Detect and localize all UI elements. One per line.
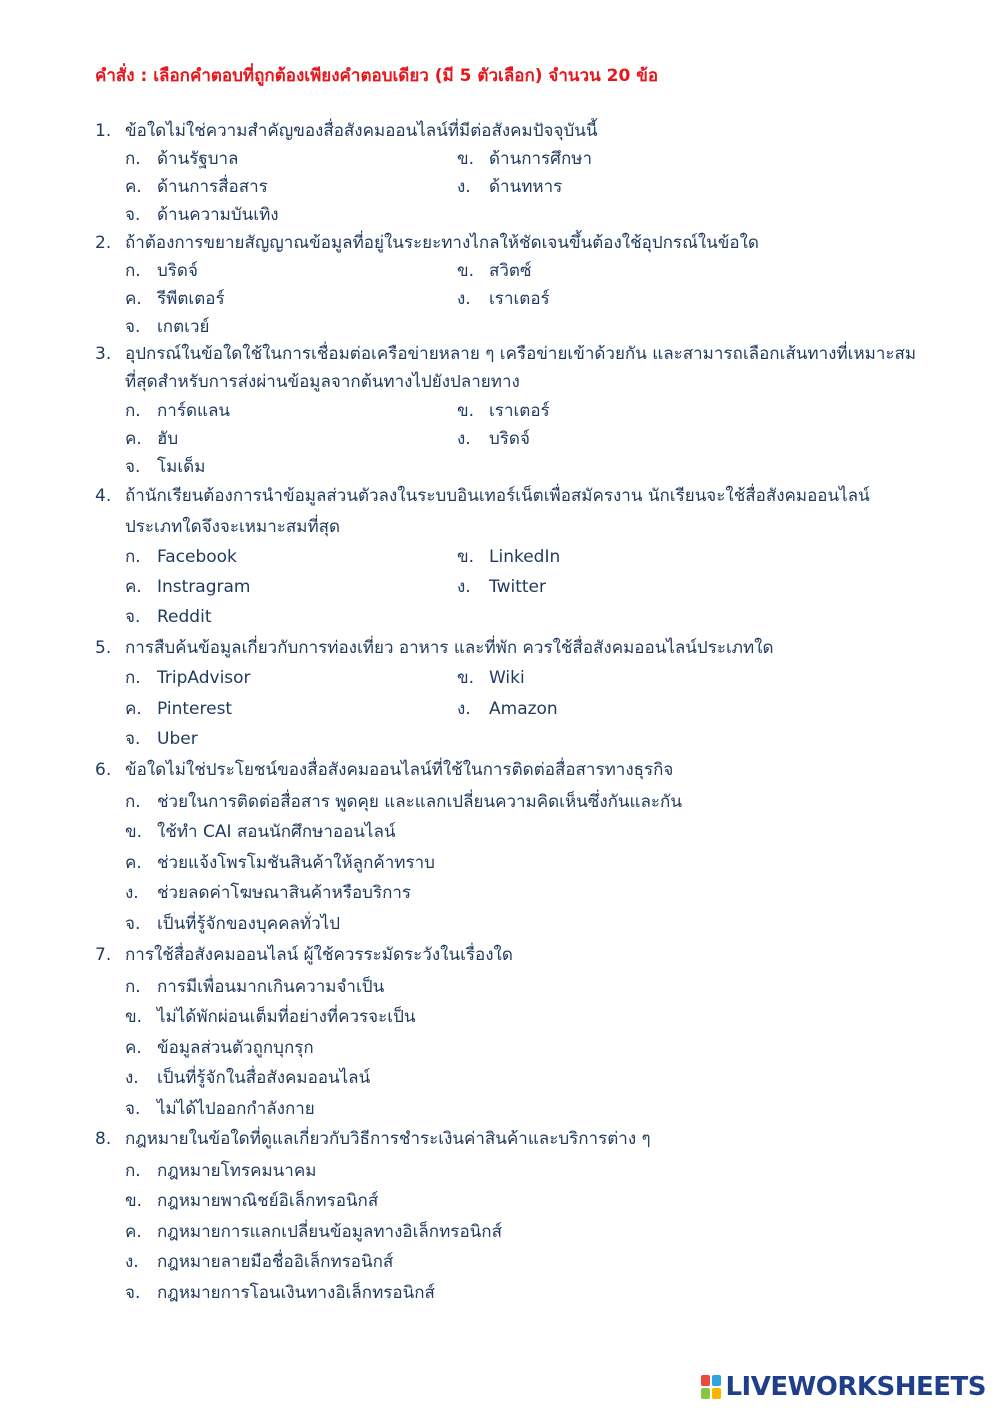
option-text: ด้านความบันเทิง [157, 205, 279, 225]
option-letter: ข. [457, 149, 475, 169]
q1-option-c[interactable] [125, 172, 268, 202]
option-text: การ์ดแลน [157, 401, 231, 421]
question-text: กฎหมายในข้อใดที่ดูแลเกี่ยวกับวิธีการชำระเงินค่าสินค้าและบริการต่าง ๆ [125, 1129, 651, 1149]
q3-option-a[interactable] [125, 396, 230, 426]
option-text: Pinterest [157, 699, 233, 719]
q6-option-b[interactable] [125, 817, 396, 847]
option-text: บริดจ์ [489, 429, 530, 449]
option-text: ใช้ทำ CAI สอนนักศึกษาออนไลน์ [157, 822, 396, 842]
option-letter: ข. [457, 547, 475, 567]
option-letter: ง. [125, 1252, 139, 1272]
question-5 [95, 633, 925, 663]
option-text: Twitter [489, 577, 546, 597]
instruction-heading: คำสั่ง : เลือกคำตอบที่ถูกต้องเพียงคำตอบเดียว (มี 5 ตัวเลือก) จำนวน 20 ข้อ [95, 66, 659, 86]
q5-option-c[interactable] [125, 694, 232, 724]
option-letter: จ. [125, 729, 141, 749]
option-letter: ค. [125, 429, 142, 449]
option-text: ไม่ได้พักผ่อนเต็มที่อย่างที่ควรจะเป็น [157, 1007, 416, 1027]
option-text: โมเด็ม [157, 457, 206, 477]
q8-option-e[interactable] [125, 1278, 435, 1308]
question-number: 5. [95, 638, 112, 658]
option-text: TripAdvisor [157, 668, 251, 688]
option-letter: ค. [125, 699, 142, 719]
q4-option-b[interactable] [457, 542, 560, 572]
option-letter: ก. [125, 668, 141, 688]
q8-option-d[interactable] [125, 1247, 393, 1277]
q4-option-c[interactable] [125, 572, 250, 602]
question-4 [95, 481, 925, 543]
q4-option-a[interactable] [125, 542, 237, 572]
q3-option-c[interactable] [125, 424, 178, 454]
option-letter: ง. [457, 577, 471, 597]
q8-option-a[interactable] [125, 1156, 316, 1186]
option-letter: ข. [457, 668, 475, 688]
option-letter: ค. [125, 289, 142, 309]
option-letter: ก. [125, 1161, 141, 1181]
option-text: รีพีตเตอร์ [157, 289, 225, 309]
q6-option-d[interactable] [125, 878, 411, 908]
option-text: กฎหมายการแลกเปลี่ยนข้อมูลทางอิเล็กทรอนิกส์ [157, 1222, 502, 1242]
option-text: Amazon [489, 699, 558, 719]
q2-option-b[interactable] [457, 256, 532, 286]
option-text: เกตเวย์ [157, 317, 210, 337]
option-text: ด้านการสื่อสาร [157, 177, 268, 197]
option-text: Uber [157, 729, 198, 749]
q2-option-a[interactable] [125, 256, 198, 286]
option-text: การมีเพื่อนมากเกินความจำเป็น [157, 977, 385, 997]
question-text: การใช้สื่อสังคมออนไลน์ ผู้ใช้ควรระมัดระวังในเรื่องใด [125, 945, 513, 965]
q1-option-e[interactable] [125, 200, 279, 230]
question-text: ถ้านักเรียนต้องการนำข้อมูลส่วนตัวลงในระบบอินเทอร์เน็ตเพื่อสมัครงาน นักเรียนจะใช้สื่อสังคมออนไลน์ประเภทใดจึงจะเหมาะสมที่สุด [125, 486, 870, 537]
option-text: ข้อมูลส่วนตัวถูกบุกรุก [157, 1038, 314, 1058]
question-7 [95, 940, 925, 970]
option-text: ช่วยลดค่าโฆษณาสินค้าหรือบริการ [157, 883, 412, 903]
q6-option-c[interactable] [125, 848, 435, 878]
option-text: Wiki [489, 668, 525, 688]
q3-option-d[interactable] [457, 424, 530, 454]
q5-option-d[interactable] [457, 694, 558, 724]
option-text: Instragram [157, 577, 251, 597]
option-letter: ข. [457, 401, 475, 421]
option-text: สวิตซ์ [489, 261, 532, 281]
option-text: Facebook [157, 547, 237, 567]
question-number: 8. [95, 1129, 112, 1149]
question-text: ถ้าต้องการขยายสัญญาณข้อมูลที่อยู่ในระยะทางไกลให้ชัดเจนขึ้นต้องใช้อุปกรณ์ในข้อใด [125, 233, 759, 253]
question-1 [95, 116, 925, 146]
question-number: 2. [95, 233, 112, 253]
option-letter: ข. [125, 1007, 143, 1027]
option-letter: ก. [125, 149, 141, 169]
option-text: ฮับ [157, 429, 179, 449]
option-text: กฎหมายการโอนเงินทางอิเล็กทรอนิกส์ [157, 1283, 435, 1303]
q2-option-d[interactable] [457, 284, 550, 314]
option-letter: ง. [457, 429, 471, 449]
q7-option-b[interactable] [125, 1002, 416, 1032]
option-letter: ค. [125, 1038, 142, 1058]
option-letter: ก. [125, 977, 141, 997]
option-letter: ค. [125, 853, 142, 873]
option-letter: ง. [457, 699, 471, 719]
option-letter: จ. [125, 317, 141, 337]
option-text: เป็นที่รู้จักของบุคคลทั่วไป [157, 914, 340, 934]
q7-option-c[interactable] [125, 1033, 314, 1063]
q4-option-d[interactable] [457, 572, 546, 602]
option-letter: ง. [125, 1068, 139, 1088]
option-letter: จ. [125, 914, 141, 934]
question-6 [95, 755, 925, 785]
question-number: 4. [95, 486, 112, 506]
q2-option-e[interactable] [125, 312, 209, 342]
q6-option-e[interactable] [125, 909, 340, 939]
question-text: อุปกรณ์ในข้อใดใช้ในการเชื่อมต่อเครือข่ายหลาย ๆ เครือข่ายเข้าด้วยกัน และสามารถเลือกเส้นทางที่เหมาะสมที่สุดสำหรับการส่งผ่านข้อมูลจากต้นทางไปยังปลายทาง [125, 344, 917, 392]
option-letter: ก. [125, 792, 141, 812]
q5-option-b[interactable] [457, 663, 525, 693]
question-8 [95, 1124, 925, 1154]
question-text: ข้อใดไม่ใช่ประโยชน์ของสื่อสังคมออนไลน์ที่ใช้ในการติดต่อสื่อสารทางธุรกิจ [125, 760, 674, 780]
option-letter: ง. [457, 289, 471, 309]
q1-option-b[interactable] [457, 144, 592, 174]
option-text: ช่วยในการติดต่อสื่อสาร พูดคุย และแลกเปลี่ยนความคิดเห็นซึ่งกันและกัน [157, 792, 682, 812]
question-text: การสืบค้นข้อมูลเกี่ยวกับการท่องเที่ยว อาหาร และที่พัก ควรใช้สื่อสังคมออนไลน์ประเภทใด [125, 638, 774, 658]
option-text: กฎหมายพาณิชย์อิเล็กทรอนิกส์ [157, 1191, 379, 1211]
option-text: LinkedIn [489, 547, 561, 567]
option-text: ด้านทหาร [489, 177, 563, 197]
q7-option-a[interactable] [125, 972, 384, 1002]
option-text: กฎหมายลายมือชื่ออิเล็กทรอนิกส์ [157, 1252, 394, 1272]
option-letter: จ. [125, 1283, 141, 1303]
q7-option-e[interactable] [125, 1094, 315, 1124]
q6-option-a[interactable] [125, 787, 682, 817]
q2-option-c[interactable] [125, 284, 225, 314]
option-letter: ก. [125, 261, 141, 281]
option-text: บริดจ์ [157, 261, 198, 281]
option-letter: จ. [125, 607, 141, 627]
q3-option-b[interactable] [457, 396, 550, 426]
q5-option-e[interactable] [125, 724, 198, 754]
q7-option-d[interactable] [125, 1063, 370, 1093]
q3-option-e[interactable] [125, 452, 205, 482]
liveworksheets-logo[interactable] [701, 1372, 986, 1402]
question-number: 3. [95, 344, 112, 364]
option-text: ช่วยแจ้งโพรโมชันสินค้าให้ลูกค้าทราบ [157, 853, 435, 873]
option-text: ด้านการศึกษา [489, 149, 593, 169]
question-number: 1. [95, 121, 112, 141]
option-letter: ค. [125, 177, 142, 197]
option-letter: ง. [457, 177, 471, 197]
option-letter: ข. [457, 261, 475, 281]
question-number: 7. [95, 945, 112, 965]
question-number: 6. [95, 760, 112, 780]
logo-text: LIVEWORKSHEETS [725, 1372, 986, 1402]
q4-option-e[interactable] [125, 602, 211, 632]
option-text: เราเตอร์ [489, 289, 550, 309]
option-text: ไม่ได้ไปออกกำลังกาย [157, 1099, 315, 1119]
question-3 [95, 340, 925, 396]
option-text: เราเตอร์ [489, 401, 550, 421]
option-letter: ข. [125, 822, 143, 842]
option-letter: ง. [125, 883, 139, 903]
question-text: ข้อใดไม่ใช่ความสำคัญของสื่อสังคมออนไลน์ที่มีต่อสังคมปัจจุบันนี้ [125, 121, 598, 141]
q1-option-d[interactable] [457, 172, 562, 202]
option-letter: จ. [125, 1099, 141, 1119]
question-2 [95, 228, 925, 258]
option-letter: จ. [125, 457, 141, 477]
q1-option-a[interactable] [125, 144, 238, 174]
option-letter: ข. [125, 1191, 143, 1211]
option-letter: ค. [125, 1222, 142, 1242]
option-text: ด้านรัฐบาล [157, 149, 239, 169]
option-text: กฎหมายโทรคมนาคม [157, 1161, 317, 1181]
q8-option-c[interactable] [125, 1217, 502, 1247]
option-text: Reddit [157, 607, 212, 627]
q8-option-b[interactable] [125, 1186, 378, 1216]
option-letter: ก. [125, 547, 141, 567]
option-letter: ค. [125, 577, 142, 597]
liveworksheets-logo-icon [701, 1375, 721, 1399]
option-letter: ก. [125, 401, 141, 421]
option-text: เป็นที่รู้จักในสื่อสังคมออนไลน์ [157, 1068, 371, 1088]
q5-option-a[interactable] [125, 663, 251, 693]
option-letter: จ. [125, 205, 141, 225]
